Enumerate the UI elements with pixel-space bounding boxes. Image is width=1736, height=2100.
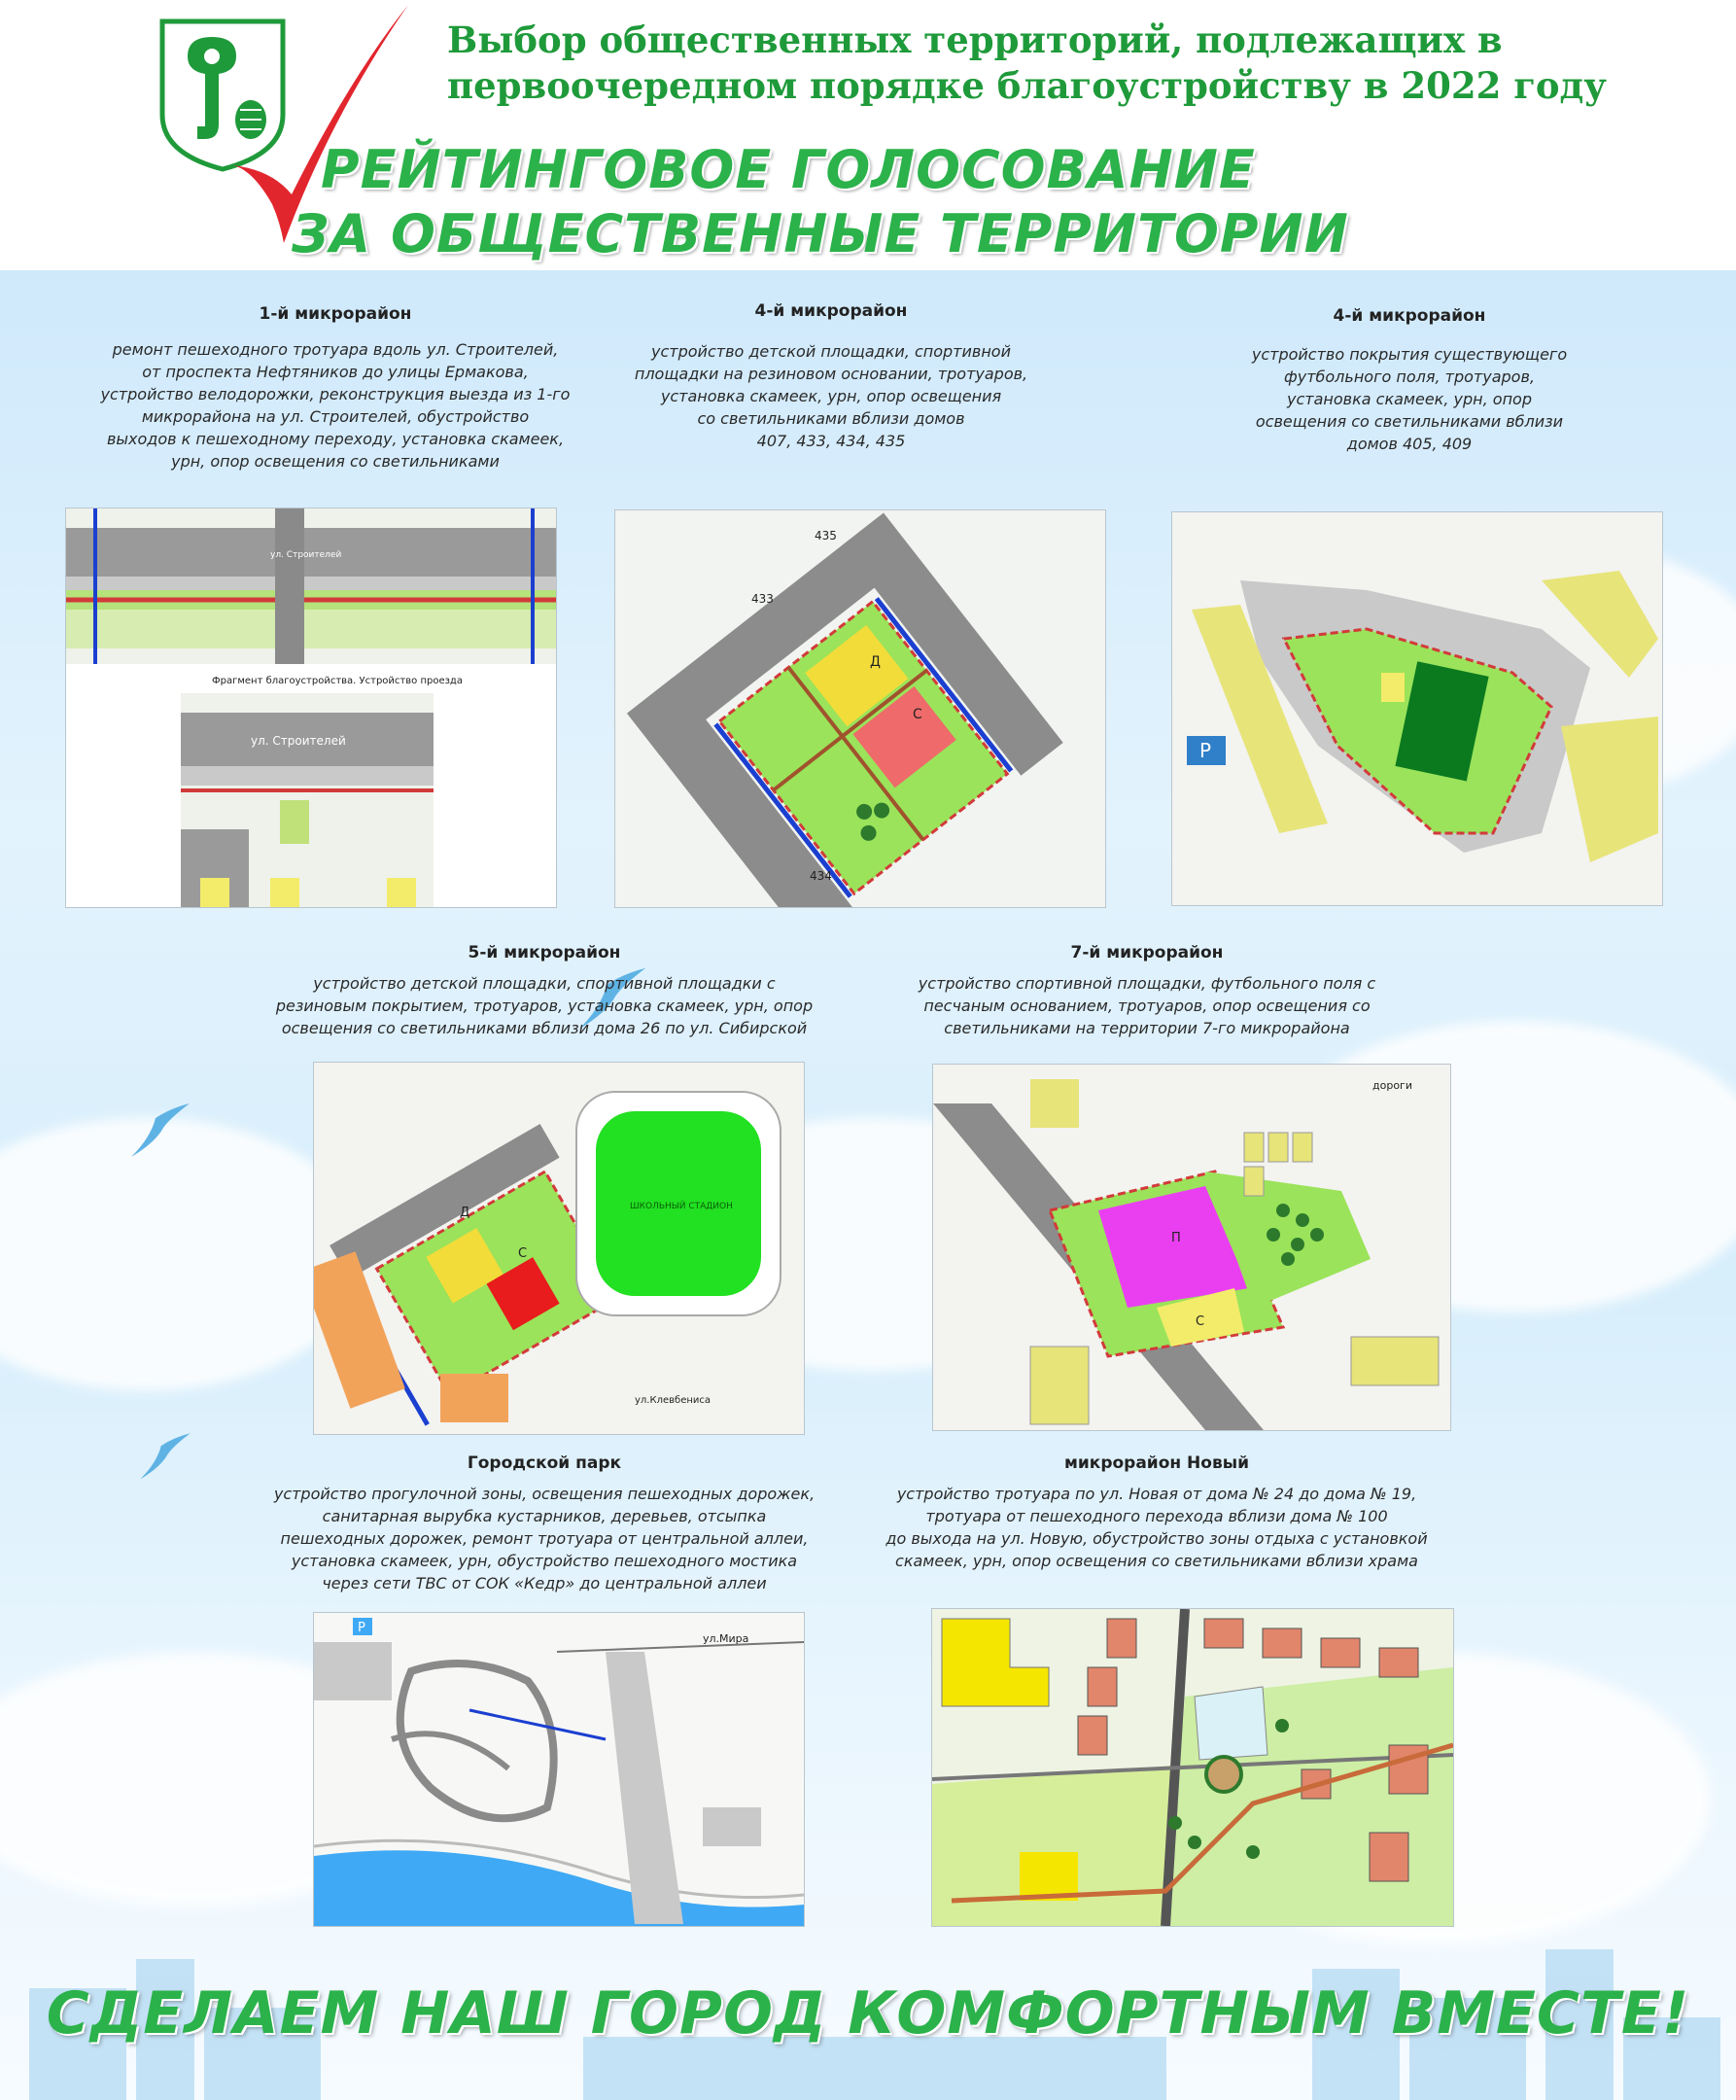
map-plan <box>313 1062 805 1435</box>
desc-line: освещения со светильниками вблизи дома 26 по ул. Сибирской <box>281 1019 808 1037</box>
map-label: 435 <box>815 529 837 542</box>
desc-line: скамеек, урн, опор освещения со светильниками вблизи храма <box>895 1552 1418 1570</box>
map-label: С <box>1196 1314 1205 1329</box>
desc-line: светильниками на территории 7-го микрорайона <box>944 1019 1350 1037</box>
map-label: P <box>1199 739 1212 762</box>
map-label: P <box>358 1621 365 1635</box>
card-description <box>243 972 846 1039</box>
desc-line: 407, 433, 434, 435 <box>756 432 906 450</box>
map-plan <box>313 1612 805 1927</box>
desc-line: площадки на резиновом основании, тротуаров, <box>634 365 1028 383</box>
map-plan <box>1171 511 1663 906</box>
desc-line: устройство детской площадки, спортивной <box>651 342 1011 361</box>
map-label: Д <box>460 1206 470 1220</box>
headline-line: РЕЙТИНГОВОЕ ГОЛОСОВАНИЕ <box>321 139 1256 200</box>
card-title: микрорайон Новый <box>1063 1453 1250 1473</box>
headline <box>292 138 1390 266</box>
map-label: ШКОЛЬНЫЙ СТАДИОН <box>630 1202 733 1211</box>
title-line: Выбор общественных территорий, подлежащих в <box>447 18 1503 61</box>
map-label: ул. Строителей <box>251 734 346 748</box>
card-description <box>233 1483 855 1594</box>
desc-line: санитарная вырубка кустарников, деревьев, отсыпка <box>322 1507 767 1525</box>
desc-line: освещения со светильниками вблизи <box>1255 412 1564 431</box>
map-plan <box>65 508 557 908</box>
desc-line: установка скамеек, урн, опор освещения <box>660 387 1002 405</box>
desc-line: устройство спортивной площадки, футбольного поля с <box>918 974 1376 993</box>
card-title: 1-й микрорайон <box>259 304 412 324</box>
desc-line: от проспекта Нефтяников до улицы Ермакова, <box>142 363 529 381</box>
desc-line: песчаным основанием, тротуаров, опор освещения со <box>923 997 1371 1015</box>
footer-slogan: СДЕЛАЕМ НАШ ГОРОД КОМФОРТНЫМ ВМЕСТЕ! <box>46 1979 1690 2048</box>
map-label: ул.Клевбениса <box>635 1395 712 1406</box>
desc-line: устройство тротуара по ул. Новая от дома № 24 до дома № 19, <box>896 1485 1417 1503</box>
card-description <box>1162 343 1657 455</box>
title-line: первоочередном порядке благоустройству в 2022 году <box>447 64 1607 107</box>
card-title: 4-й микрорайон <box>1333 306 1486 326</box>
card-description <box>875 972 1419 1039</box>
map-label: ул. Строителей <box>270 550 342 560</box>
page-title <box>447 18 1614 109</box>
map-label: 433 <box>751 592 774 606</box>
desc-line: пешеходных дорожек, ремонт тротуара от центральной аллеи, <box>280 1529 809 1548</box>
map-label: П <box>1171 1231 1181 1245</box>
map-label: Фрагмент благоустройства. Устройство проезда <box>212 676 463 686</box>
desc-line: устройство прогулочной зоны, освещения пешеходных дорожек, <box>273 1485 816 1503</box>
desc-line: устройство покрытия существующего <box>1251 345 1568 364</box>
map-plan <box>932 1064 1451 1431</box>
desc-line: урн, опор освещения со светильниками <box>171 452 500 471</box>
bird-icon <box>136 1429 194 1488</box>
desc-line: устройство детской площадки, спортивной площадки с <box>313 974 776 993</box>
map-label: С <box>518 1246 528 1261</box>
desc-line: футбольного поля, тротуаров, <box>1284 368 1535 386</box>
desc-line: выходов к пешеходному переходу, установка скамеек, <box>106 430 565 448</box>
card-title: 4-й микрорайон <box>754 301 908 321</box>
desc-line: установка скамеек, урн, обустройство пешеходного мостика <box>291 1552 798 1570</box>
desc-line: тротуара от пешеходного перехода вблизи дома № 100 <box>925 1507 1388 1525</box>
card-description <box>58 338 612 472</box>
desc-line: ремонт пешеходного тротуара вдоль ул. Строителей, <box>112 340 559 359</box>
map-label: 434 <box>810 869 832 883</box>
desc-line: до выхода на ул. Новую, обустройство зоны отдыха с установкой <box>885 1529 1428 1548</box>
desc-line: со светильниками вблизи домов <box>697 409 965 428</box>
map-label: дороги <box>1372 1079 1412 1092</box>
map-label: ул.Мира <box>703 1632 749 1645</box>
desc-line: установка скамеек, урн, опор <box>1287 390 1532 408</box>
desc-line: через сети ТВС от СОК «Кедр» до центральной аллеи <box>322 1574 767 1592</box>
desc-line: микрорайона на ул. Строителей, обустройство <box>141 407 530 426</box>
desc-line: домов 405, 409 <box>1346 435 1473 453</box>
desc-line: резиновым покрытием, тротуаров, установка скамеек, урн, опор <box>275 997 814 1015</box>
desc-line: устройство велодорожки, реконструкция выезда из 1-го <box>100 385 571 403</box>
card-title: Городской парк <box>467 1453 622 1473</box>
map-plan <box>614 509 1106 908</box>
card-title: 5-й микрорайон <box>468 943 621 962</box>
card-description <box>583 340 1079 452</box>
map-plan <box>931 1608 1454 1927</box>
headline-line: ЗА ОБЩЕСТВЕННЫЕ ТЕРРИТОРИИ <box>292 203 1349 264</box>
map-label: Д <box>870 654 881 670</box>
bird-icon <box>126 1099 194 1167</box>
map-label: С <box>913 707 922 722</box>
card-description <box>855 1483 1458 1572</box>
card-title: 7-й микрорайон <box>1070 943 1224 962</box>
